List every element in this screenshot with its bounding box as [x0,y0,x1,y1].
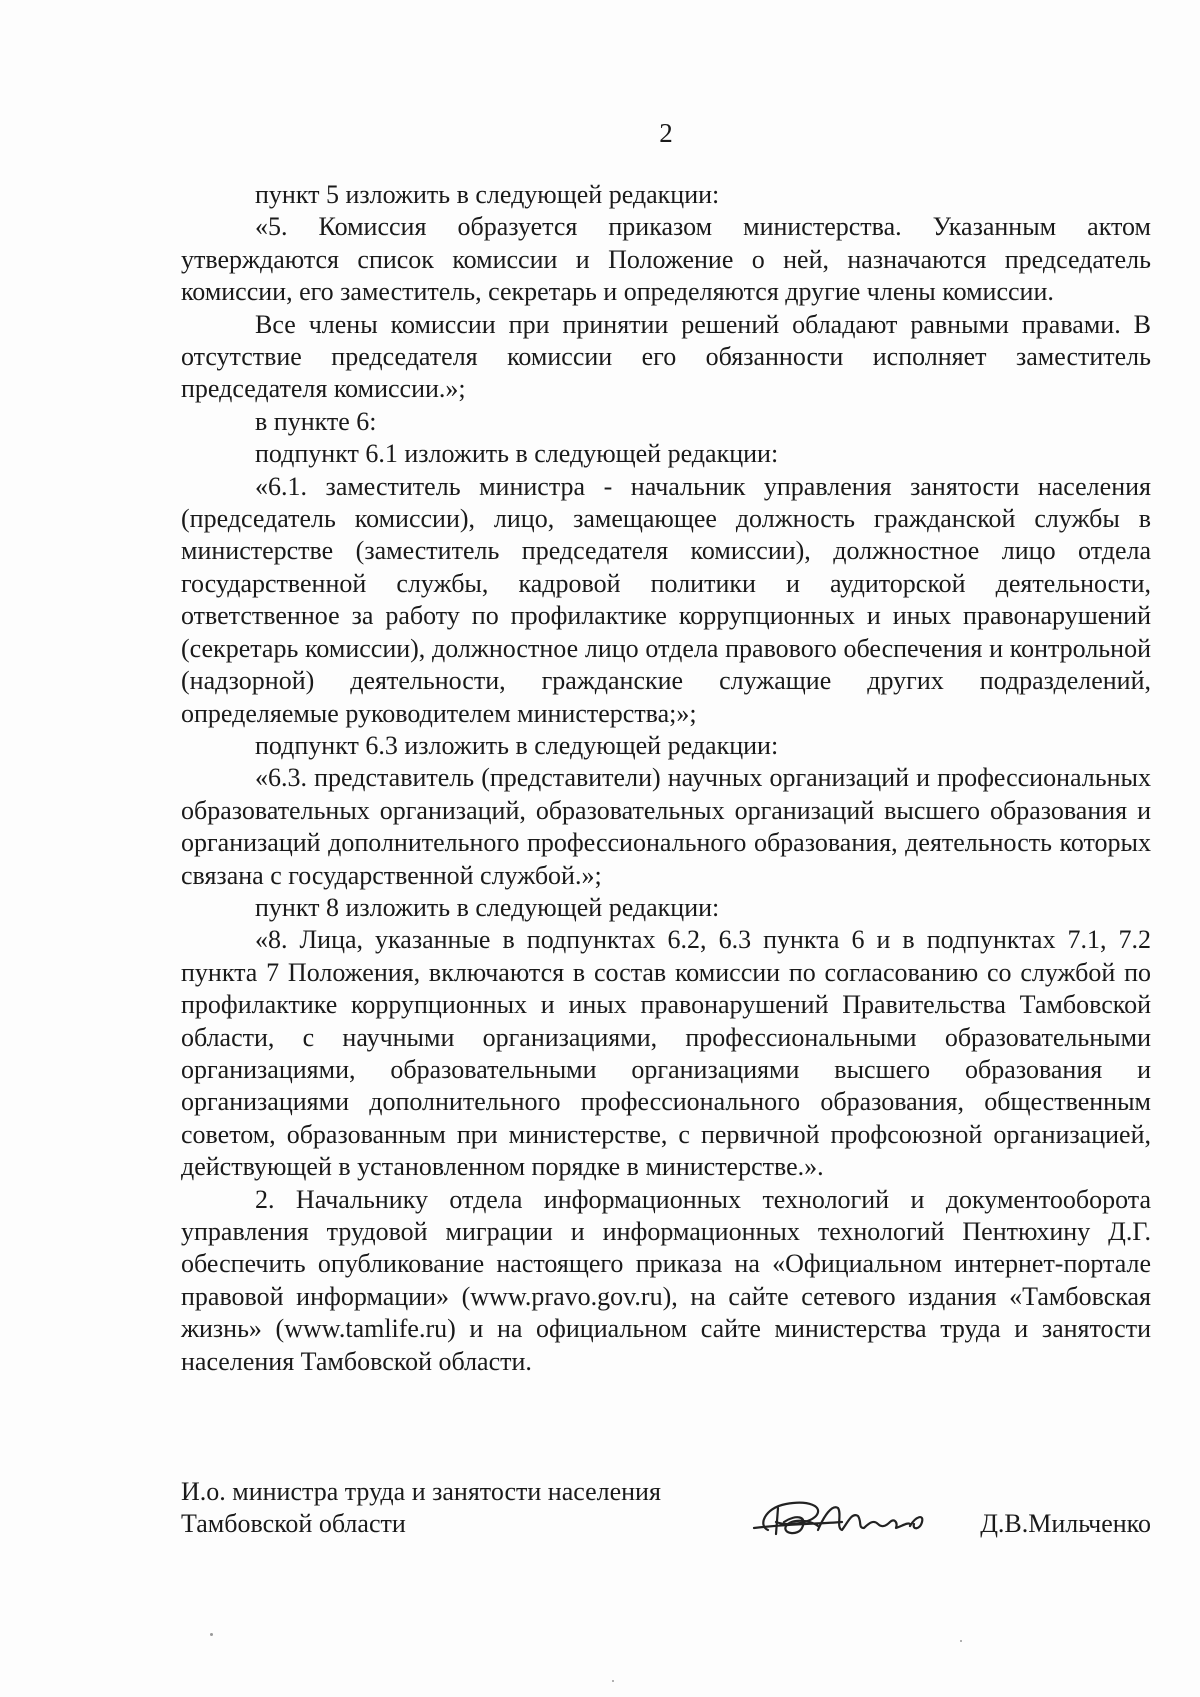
signatory-position [181,1476,741,1540]
paragraph-item-5-text: «5. Комиссия образуется приказом министерства. Указанным актом утверждаются список комиссии и Положение о ней, назначаются председатель комиссии, его заместитель, секретарь и определяются другие члены комиссии. [181,212,1151,307]
page-number: 2 [659,118,673,148]
signatory-position-line-1: И.о. министра труда и занятости населения [181,1477,661,1506]
scan-speck [960,1640,962,1642]
paragraph-item-8-heading: пункт 8 изложить в следующей редакции: [255,892,720,922]
signatory-name: Д.В.Мильченко [980,1509,1151,1538]
signatory-position-line-2: Тамбовской области [181,1509,406,1538]
scan-speck [612,1680,614,1682]
paragraph-subitem-6-1-heading: подпункт 6.1 изложить в следующей редакции: [255,439,779,469]
handwritten-signature-icon [746,1486,946,1546]
paragraph-item-5-members: Все члены комиссии при принятии решений обладают равными правами. В отсутствие председателя комиссии его обязанности исполняет заместитель председателя комиссии.»; [181,309,1151,404]
paragraph-item-5-heading: пункт 5 изложить в следующей редакции: [255,180,720,209]
scan-speck [210,1633,213,1636]
paragraph-subitem-6-3-text: «6.3. представитель (представители) научных организаций и профессиональных образовательных организаций, образовательных организаций высшего образования и организаций дополнительного профессионального образования, деятельность которых связана с государственной службой.»; [181,763,1151,890]
signature-block [181,1476,1151,1556]
paragraph-subitem-6-3-heading: подпункт 6.3 изложить в следующей редакции: [255,730,779,760]
paragraph-subitem-6-1-text: «6.1. заместитель министра - начальник управления занятости населения (председатель комиссии), лицо, замещающее должность гражданской службы в министерстве (заместитель председателя комиссии), должностное лицо отдела государственной службы, кадровой политики и аудиторской деятельности, ответственное за работу по профилактике коррупционных и иных правонарушений (секретарь комиссии), должностное лицо отдела правового обеспечения и контрольной (надзорной) деятельности, гражданские служащие других подразделений, определяемые руководителем министерства;»; [181,471,1151,728]
document-body [181,179,1151,1378]
paragraph-order-2: 2. Начальнику отдела информационных технологий и документооборота управления трудовой миграции и информационных технологий Пентюхину Д.Г. обеспечить опубликование настоящего приказа на «Официальном интернет-портале правовой информации» (www.pravo.gov.ru), на сайте сетевого издания «Тамбовская жизнь» (www.tamlife.ru) и на официальном сайте министерства труда и занятости населения Тамбовской области. [181,1184,1151,1376]
paragraph-item-8-text: «8. Лица, указанные в подпунктах 6.2, 6.3 пункта 6 и в подпунктах 7.1, 7.2 пункта 7 Положения, включаются в состав комиссии по согласованию со службой по профилактике коррупционных и иных правонарушений Правительства Тамбовской области, с научными организациями, профессиональными образовательными организациями, образовательными организациями высшего образования и организациями дополнительного профессионального образования, общественным советом, образованным при министерстве, с первичной профсоюзной организацией, действующей в установленном порядке в министерстве.». [181,925,1151,1182]
paragraph-item-6-heading: в пункте 6: [255,406,377,436]
